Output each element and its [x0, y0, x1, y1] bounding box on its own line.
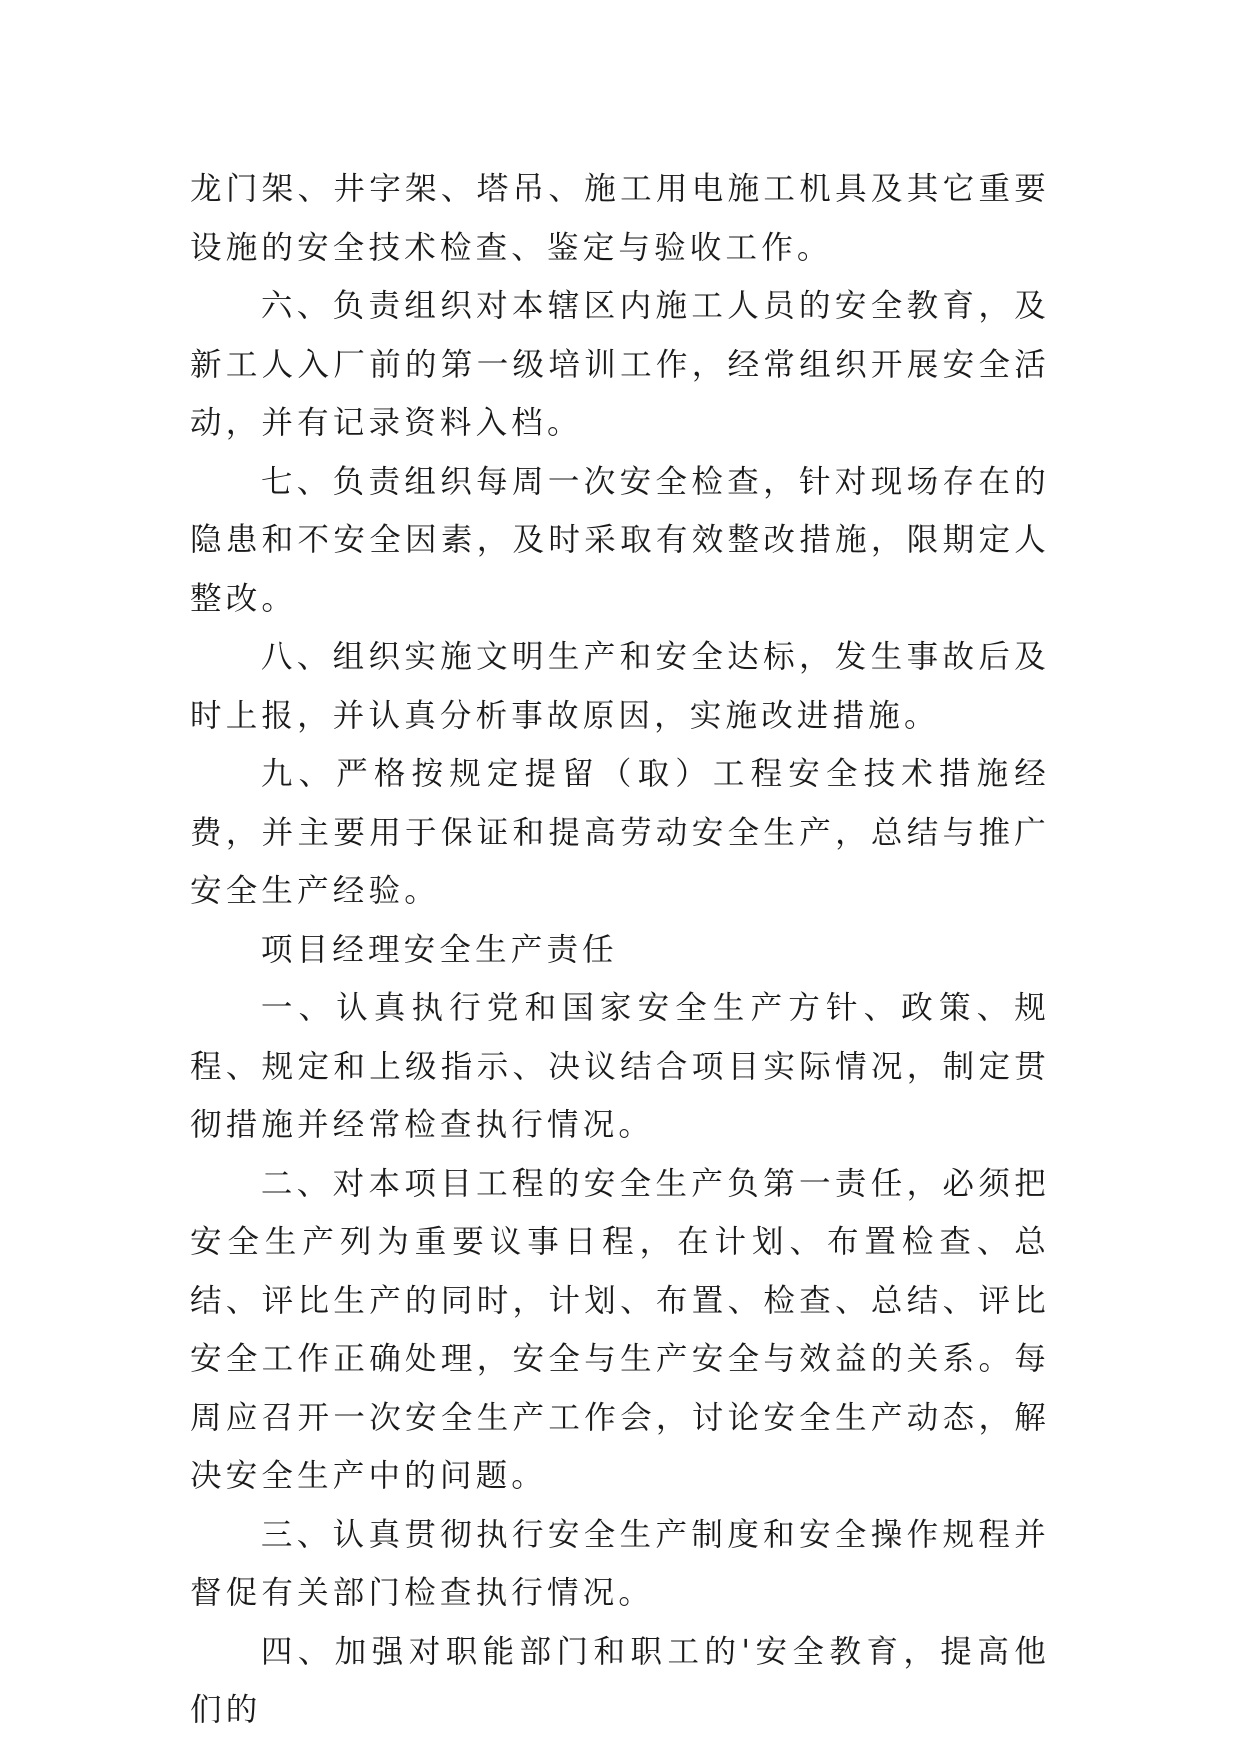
paragraph-item-1: 一、认真执行党和国家安全生产方针、政策、规程、规定和上级指示、决议结合项目实际情况，制定贯彻措施并经常检查执行情况。 [190, 990, 1050, 1143]
paragraph-item-4: 四、加强对职能部门和职工的'安全教育，提高他们的 [190, 1633, 1050, 1728]
paragraph-continuation: 龙门架、井字架、塔吊、施工用电施工机具及其它重要设施的安全技术检查、鉴定与验收工作。 [190, 171, 1050, 266]
paragraph-item-8: 八、组织实施文明生产和安全达标，发生事故后及时上报，并认真分析事故原因，实施改进措施。 [190, 639, 1050, 734]
paragraph-item-6: 六、负责组织对本辖区内施工人员的安全教育，及新工人入厂前的第一级培训工作，经常组织开展安全活动，并有记录资料入档。 [190, 288, 1050, 441]
paragraph-item-2: 二、对本项目工程的安全生产负第一责任，必须把安全生产列为重要议事日程，在计划、布置检查、总结、评比生产的同时，计划、布置、检查、总结、评比安全工作正确处理，安全与生产安全与效益的关系。每周应召开一次安全生产工作会，讨论安全生产动态，解决安全生产中的问题。 [190, 1165, 1050, 1494]
paragraph-item-9: 九、严格按规定提留（取）工程安全技术措施经费，并主要用于保证和提高劳动安全生产，总结与推广安全生产经验。 [190, 756, 1050, 909]
section-heading: 项目经理安全生产责任 [260, 931, 618, 968]
document-body [190, 160, 1050, 1740]
paragraph-item-3: 三、认真贯彻执行安全生产制度和安全操作规程并督促有关部门检查执行情况。 [190, 1516, 1050, 1611]
paragraph-item-7: 七、负责组织每周一次安全检查，针对现场存在的隐患和不安全因素，及时采取有效整改措施，限期定人整改。 [190, 463, 1050, 617]
